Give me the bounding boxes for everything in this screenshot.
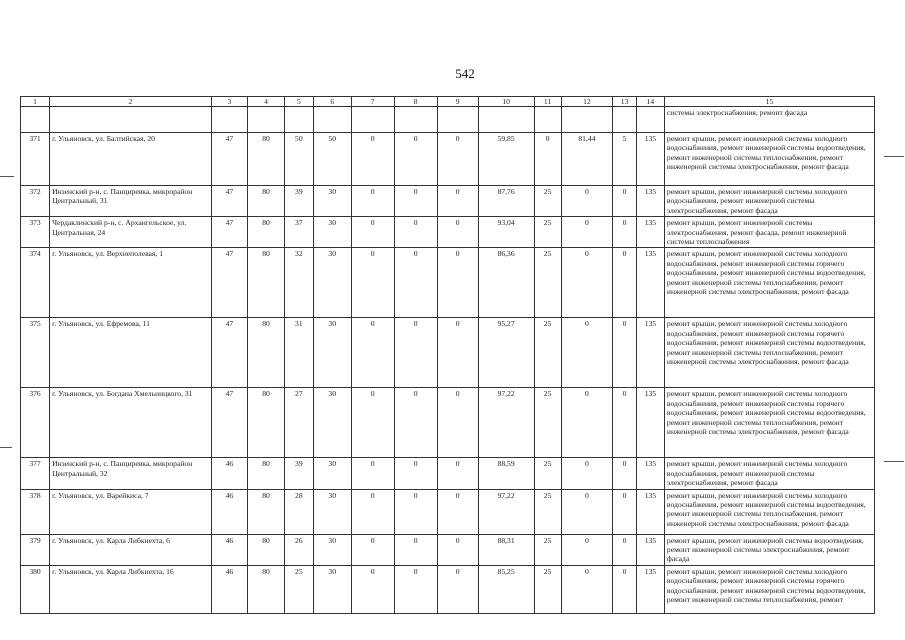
value-cell-c6: 30 [313, 388, 351, 458]
table-row [21, 388, 875, 458]
value-cell-c11: 25 [534, 388, 561, 458]
works-cell: ремонт крыши, ремонт инженерной системы холодного водоснабжения, ремонт инженерной системы горячего водоснабжения, ремонт инженерной системы водоотведения, ремонт инженерной системы теплоснабжения, ремонт инженерной системы электроснабжения, ремонт фасада [664, 248, 874, 318]
value-cell-c9: 0 [437, 133, 478, 186]
value-cell-c12: 0 [561, 565, 613, 613]
value-cell-c6: 30 [313, 248, 351, 318]
value-cell-c13: 0 [613, 458, 637, 489]
value-cell-c5: 25 [284, 565, 313, 613]
column-header: 11 [534, 97, 561, 107]
address-cell: г. Ульяновск, ул. Балтийская, 20 [50, 133, 212, 186]
value-cell-c14: 135 [636, 534, 664, 565]
value-cell-c12: 0 [561, 318, 613, 388]
scan-margin-mark [0, 176, 14, 177]
value-cell-c10: 86,36 [478, 248, 534, 318]
value-cell-c9: 0 [437, 489, 478, 534]
value-cell-c8: 0 [394, 458, 437, 489]
value-cell-c10: 88,59 [478, 458, 534, 489]
value-cell-c6: 30 [313, 534, 351, 565]
value-cell-c13: 0 [613, 217, 637, 248]
value-cell-c5: 31 [284, 318, 313, 388]
value-cell-c5: 28 [284, 489, 313, 534]
row-number-cell: 380 [21, 565, 50, 613]
value-cell-c3: 47 [211, 133, 248, 186]
value-cell-c8: 0 [394, 318, 437, 388]
value-cell-c6: 50 [313, 133, 351, 186]
row-number-cell: 377 [21, 458, 50, 489]
value-cell-c6: 30 [313, 186, 351, 217]
row-number-cell: 378 [21, 489, 50, 534]
value-cell-c9: 0 [437, 318, 478, 388]
value-cell-c11: 25 [534, 534, 561, 565]
value-cell-c10: 88,31 [478, 534, 534, 565]
column-header: 6 [313, 97, 351, 107]
scan-margin-mark [884, 156, 904, 157]
value-cell-c13: 0 [613, 489, 637, 534]
table-row [21, 318, 875, 388]
value-cell-c7: 0 [351, 565, 394, 613]
value-cell-c14: 135 [636, 217, 664, 248]
row-number-cell: 372 [21, 186, 50, 217]
value-cell-c7: 0 [351, 318, 394, 388]
value-cell-c11: 25 [534, 318, 561, 388]
address-cell: Чердаклинский р-н, с. Архангельское, ул. Центральная, 24 [50, 217, 212, 248]
value-cell-c3: 46 [211, 534, 248, 565]
value-cell-c14: 135 [636, 565, 664, 613]
scan-margin-mark [884, 461, 904, 462]
column-header: 10 [478, 97, 534, 107]
column-header: 4 [248, 97, 285, 107]
works-cell: системы электроснабжения, ремонт фасада [664, 107, 874, 133]
table-body [21, 97, 875, 614]
value-cell-c3: 46 [211, 565, 248, 613]
works-cell: ремонт крыши, ремонт инженерной системы холодного водоснабжения, ремонт инженерной системы горячего водоснабжения, ремонт инженерной системы водоотведения, ремонт инженерной системы теплоснабжения, ремонт инженерной системы электроснабжения, ремонт фасада [664, 388, 874, 458]
value-cell-c5: 39 [284, 458, 313, 489]
value-cell-c13: 0 [613, 534, 637, 565]
column-header: 12 [561, 97, 613, 107]
value-cell-c9: 0 [437, 217, 478, 248]
value-cell-c7: 0 [351, 388, 394, 458]
value-cell-c4: 80 [248, 248, 285, 318]
value-cell-c11: 25 [534, 248, 561, 318]
table-row [21, 133, 875, 186]
value-cell-c3: 47 [211, 248, 248, 318]
value-cell-c4: 80 [248, 318, 285, 388]
value-cell-c8: 0 [394, 186, 437, 217]
address-cell: г. Ульяновск, ул. Богдана Хмельницкого, 31 [50, 388, 212, 458]
works-cell: ремонт крыши, ремонт инженерной системы электроснабжения, ремонт фасада, ремонт инженерной системы теплоснабжения [664, 217, 874, 248]
value-cell-c7: 0 [351, 489, 394, 534]
value-cell-c7: 0 [351, 248, 394, 318]
row-number-cell: 379 [21, 534, 50, 565]
value-cell-c13: 0 [613, 565, 637, 613]
value-cell-c13: 5 [613, 133, 637, 186]
value-cell-c5: 27 [284, 388, 313, 458]
value-cell-c8: 0 [394, 248, 437, 318]
value-cell-c11: 25 [534, 217, 561, 248]
value-cell-c5: 39 [284, 186, 313, 217]
column-header: 1 [21, 97, 50, 107]
column-number-row [21, 97, 875, 107]
value-cell-c6: 30 [313, 489, 351, 534]
value-cell-c6: 30 [313, 217, 351, 248]
value-cell-c13: 0 [613, 318, 637, 388]
scan-margin-mark [0, 447, 12, 448]
value-cell-c4: 80 [248, 133, 285, 186]
value-cell-c5: 32 [284, 248, 313, 318]
value-cell-c9: 0 [437, 565, 478, 613]
value-cell-c4: 80 [248, 534, 285, 565]
value-cell-c4: 80 [248, 217, 285, 248]
value-cell-c8: 0 [394, 388, 437, 458]
table-row [21, 186, 875, 217]
column-header: 15 [664, 97, 874, 107]
works-cell: ремонт крыши, ремонт инженерной системы водоотведения, ремонт инженерной системы электроснабжения, ремонт фасада [664, 534, 874, 565]
value-cell-c8: 0 [394, 534, 437, 565]
value-cell-c7: 0 [351, 217, 394, 248]
value-cell-c9: 0 [437, 534, 478, 565]
value-cell-c5: 37 [284, 217, 313, 248]
value-cell-c11: 25 [534, 565, 561, 613]
row-number-cell: 371 [21, 133, 50, 186]
value-cell-c6: 30 [313, 318, 351, 388]
page-number: 542 [455, 66, 475, 81]
repair-program-table [20, 96, 875, 614]
value-cell-c14: 135 [636, 388, 664, 458]
row-number-cell: 376 [21, 388, 50, 458]
column-header: 7 [351, 97, 394, 107]
value-cell-c3: 47 [211, 186, 248, 217]
value-cell-c6: 30 [313, 565, 351, 613]
column-header: 14 [636, 97, 664, 107]
value-cell-c9: 0 [437, 388, 478, 458]
value-cell-c4: 80 [248, 186, 285, 217]
works-cell: ремонт крыши, ремонт инженерной системы холодного водоснабжения, ремонт инженерной системы горячего водоснабжения, ремонт инженерной системы водоотведения, ремонт инженерной системы теплоснабжения, ремонт инженерной системы электроснабжения, ремонт фасада [664, 318, 874, 388]
table-row [21, 458, 875, 489]
value-cell-c3: 46 [211, 489, 248, 534]
address-cell: Инзенский р-н, с. Панциревка, микрорайон Центральный, 31 [50, 186, 212, 217]
continuation-row [21, 107, 875, 133]
value-cell-c9: 0 [437, 248, 478, 318]
value-cell-c3: 47 [211, 318, 248, 388]
value-cell-c3: 47 [211, 388, 248, 458]
table-row [21, 565, 875, 613]
table-row [21, 217, 875, 248]
value-cell-c11: 25 [534, 458, 561, 489]
table-row [21, 489, 875, 534]
value-cell-c14: 135 [636, 318, 664, 388]
address-cell: г. Ульяновск, ул. Карла Либкнехта, 16 [50, 565, 212, 613]
column-header: 13 [613, 97, 637, 107]
value-cell-c3: 46 [211, 458, 248, 489]
value-cell-c12: 0 [561, 217, 613, 248]
address-cell: г. Ульяновск, ул. Верхнеполевая, 1 [50, 248, 212, 318]
value-cell-c4: 80 [248, 565, 285, 613]
value-cell-c12: 0 [561, 186, 613, 217]
value-cell-c13: 0 [613, 388, 637, 458]
value-cell-c14: 135 [636, 458, 664, 489]
column-header: 8 [394, 97, 437, 107]
value-cell-c12: 0 [561, 388, 613, 458]
value-cell-c14: 135 [636, 248, 664, 318]
value-cell-c8: 0 [394, 565, 437, 613]
value-cell-c10: 93,04 [478, 217, 534, 248]
works-cell: ремонт крыши, ремонт инженерной системы холодного водоснабжения, ремонт инженерной системы электроснабжения, ремонт фасада [664, 458, 874, 489]
value-cell-c8: 0 [394, 133, 437, 186]
column-header: 2 [50, 97, 212, 107]
value-cell-c11: 25 [534, 186, 561, 217]
value-cell-c13: 0 [613, 186, 637, 217]
value-cell-c10: 59,85 [478, 133, 534, 186]
works-cell: ремонт крыши, ремонт инженерной системы холодного водоснабжения, ремонт инженерной системы водоотведения, ремонт инженерной системы теплоснабжения, ремонт инженерной системы электроснабжения, ремонт фасада [664, 489, 874, 534]
value-cell-c14: 135 [636, 186, 664, 217]
works-cell: ремонт крыши, ремонт инженерной системы холодного водоснабжения, ремонт инженерной системы горячего водоснабжения, ремонт инженерной системы водоотведения, ремонт инженерной системы теплоснабжения, ремонт [664, 565, 874, 613]
address-cell: г. Ульяновск, ул. Ефремова, 11 [50, 318, 212, 388]
value-cell-c14: 135 [636, 133, 664, 186]
value-cell-c5: 26 [284, 534, 313, 565]
address-cell: г. Ульяновск, ул. Варейкиса, 7 [50, 489, 212, 534]
value-cell-c4: 80 [248, 388, 285, 458]
works-cell: ремонт крыши, ремонт инженерной системы холодного водоснабжения, ремонт инженерной системы электроснабжения, ремонт фасада [664, 186, 874, 217]
value-cell-c3: 47 [211, 217, 248, 248]
value-cell-c13: 0 [613, 248, 637, 318]
value-cell-c12: 0 [561, 534, 613, 565]
works-cell: ремонт крыши, ремонт инженерной системы холодного водоснабжения, ремонт инженерной системы водоотведения, ремонт инженерной системы теплоснабжения, ремонт инженерной системы электроснабжения, ремонт фасада [664, 133, 874, 186]
value-cell-c5: 50 [284, 133, 313, 186]
value-cell-c12: 0 [561, 489, 613, 534]
row-number-cell: 375 [21, 318, 50, 388]
value-cell-c10: 85,25 [478, 565, 534, 613]
table-row [21, 248, 875, 318]
value-cell-c4: 80 [248, 458, 285, 489]
value-cell-c7: 0 [351, 186, 394, 217]
value-cell-c10: 97,22 [478, 489, 534, 534]
value-cell-c11: 25 [534, 489, 561, 534]
value-cell-c7: 0 [351, 534, 394, 565]
value-cell-c8: 0 [394, 489, 437, 534]
row-number-cell: 374 [21, 248, 50, 318]
value-cell-c10: 97,22 [478, 388, 534, 458]
value-cell-c9: 0 [437, 186, 478, 217]
value-cell-c11: 0 [534, 133, 561, 186]
value-cell-c8: 0 [394, 217, 437, 248]
address-cell: г. Ульяновск, ул. Карла Либкнехта, 6 [50, 534, 212, 565]
value-cell-c12: 0 [561, 248, 613, 318]
value-cell-c12: 81,44 [561, 133, 613, 186]
value-cell-c7: 0 [351, 458, 394, 489]
column-header: 3 [211, 97, 248, 107]
column-header: 9 [437, 97, 478, 107]
value-cell-c4: 80 [248, 489, 285, 534]
value-cell-c9: 0 [437, 458, 478, 489]
column-header: 5 [284, 97, 313, 107]
value-cell-c7: 0 [351, 133, 394, 186]
row-number-cell: 373 [21, 217, 50, 248]
value-cell-c10: 87,76 [478, 186, 534, 217]
table-row [21, 534, 875, 565]
address-cell: Инзенский р-н, с. Панциревка, микрорайон Центральный, 32 [50, 458, 212, 489]
value-cell-c6: 30 [313, 458, 351, 489]
value-cell-c12: 0 [561, 458, 613, 489]
value-cell-c14: 135 [636, 489, 664, 534]
value-cell-c10: 95,27 [478, 318, 534, 388]
